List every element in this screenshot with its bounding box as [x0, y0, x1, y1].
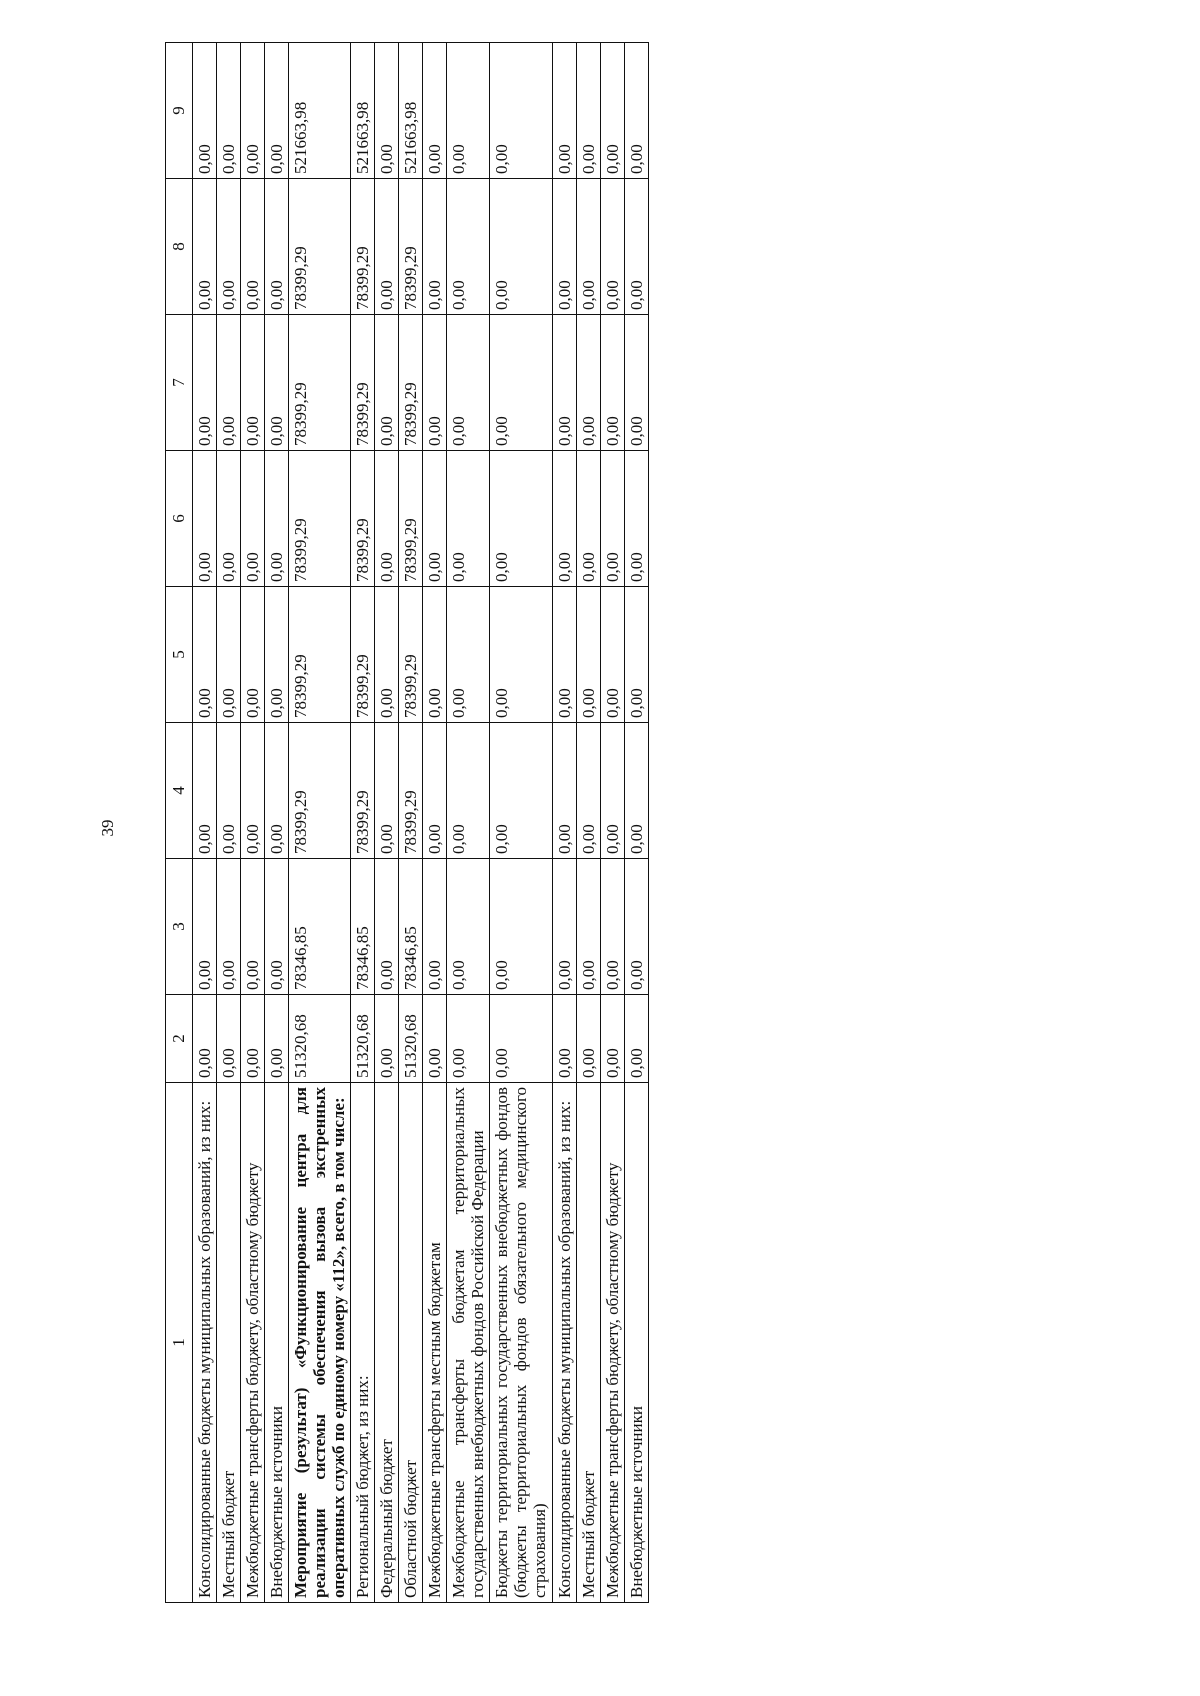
- table-cell-value: 0,00: [490, 995, 552, 1083]
- budget-table-container: [165, 43, 1005, 1603]
- table-cell-value: 78399,29: [351, 179, 375, 315]
- table-cell-value: 521663,98: [289, 43, 351, 179]
- table-cell-value: 0,00: [375, 451, 399, 587]
- table-cell-value: 0,00: [375, 995, 399, 1083]
- table-cell-value: 521663,98: [351, 43, 375, 179]
- table-cell-value: 0,00: [423, 315, 447, 451]
- column-header-9: 9: [166, 43, 193, 179]
- table-cell-value: 0,00: [265, 587, 289, 723]
- table-cell-value: 0,00: [576, 179, 600, 315]
- table-row: [241, 43, 265, 1603]
- column-header-6: 6: [166, 451, 193, 587]
- table-cell-value: 51320,68: [399, 995, 423, 1083]
- table-cell-value: 0,00: [447, 995, 490, 1083]
- table-cell-value: 78399,29: [289, 315, 351, 451]
- table-cell-value: 0,00: [490, 723, 552, 859]
- row-label: Консолидированные бюджеты муниципальных образований, из них:: [193, 1083, 217, 1603]
- table-row: [265, 43, 289, 1603]
- table-cell-value: 0,00: [576, 43, 600, 179]
- column-header-4: 4: [166, 723, 193, 859]
- table-row: [552, 43, 576, 1603]
- row-label: Внебюджетные источники: [265, 1083, 289, 1603]
- table-cell-value: 0,00: [447, 43, 490, 179]
- table-cell-value: 0,00: [624, 451, 648, 587]
- table-cell-value: 0,00: [423, 179, 447, 315]
- table-cell-value: 0,00: [624, 859, 648, 995]
- row-label: Консолидированные бюджеты муниципальных образований, из них:: [552, 1083, 576, 1603]
- table-cell-value: 51320,68: [351, 995, 375, 1083]
- column-header-5: 5: [166, 587, 193, 723]
- table-cell-value: 51320,68: [289, 995, 351, 1083]
- table-cell-value: 0,00: [423, 723, 447, 859]
- table-cell-value: 0,00: [217, 995, 241, 1083]
- row-label: Межбюджетные трансферты местным бюджетам: [423, 1083, 447, 1603]
- table-cell-value: 0,00: [600, 43, 624, 179]
- table-cell-value: 0,00: [600, 587, 624, 723]
- row-label: Внебюджетные источники: [624, 1083, 648, 1603]
- table-cell-value: 0,00: [447, 723, 490, 859]
- table-cell-value: 0,00: [241, 859, 265, 995]
- rotated-page-region: [165, 43, 1005, 1603]
- column-header-3: 3: [166, 859, 193, 995]
- table-cell-value: 0,00: [241, 995, 265, 1083]
- table-cell-value: 0,00: [241, 451, 265, 587]
- table-cell-value: 78399,29: [351, 723, 375, 859]
- row-label: Межбюджетные трансферты бюджету, областному бюджету: [241, 1083, 265, 1603]
- table-cell-value: 0,00: [423, 43, 447, 179]
- table-cell-value: 0,00: [624, 995, 648, 1083]
- table-cell-value: 0,00: [241, 43, 265, 179]
- table-cell-value: 0,00: [624, 43, 648, 179]
- table-row: [624, 43, 648, 1603]
- table-cell-value: 0,00: [447, 587, 490, 723]
- table-cell-value: 0,00: [447, 859, 490, 995]
- table-row: [217, 43, 241, 1603]
- column-header-2: 2: [166, 995, 193, 1083]
- table-cell-value: 78399,29: [399, 587, 423, 723]
- table-cell-value: 78399,29: [399, 723, 423, 859]
- table-cell-value: 0,00: [490, 179, 552, 315]
- table-cell-value: 0,00: [624, 315, 648, 451]
- table-cell-value: 0,00: [423, 587, 447, 723]
- table-cell-value: 0,00: [576, 859, 600, 995]
- page-number: 39: [98, 819, 117, 837]
- column-header-1: 1: [166, 1083, 193, 1603]
- table-body: [193, 43, 649, 1603]
- table-cell-value: 0,00: [600, 179, 624, 315]
- table-cell-value: 0,00: [375, 587, 399, 723]
- table-cell-value: 0,00: [193, 723, 217, 859]
- table-cell-value: 0,00: [423, 995, 447, 1083]
- table-cell-value: 0,00: [600, 451, 624, 587]
- table-cell-value: 0,00: [447, 179, 490, 315]
- table-cell-value: 78399,29: [289, 179, 351, 315]
- table-header-row: [166, 43, 193, 1603]
- table-cell-value: 0,00: [624, 723, 648, 859]
- table-row: [289, 43, 351, 1603]
- row-label: Межбюджетные трансферты бюджетам территориальных государственных внебюджетных фондов Российской Федерации: [447, 1083, 490, 1603]
- table-cell-value: 0,00: [241, 315, 265, 451]
- table-cell-value: 78346,85: [351, 859, 375, 995]
- table-cell-value: 0,00: [193, 587, 217, 723]
- table-cell-value: 0,00: [265, 723, 289, 859]
- table-cell-value: 0,00: [576, 451, 600, 587]
- column-header-7: 7: [166, 315, 193, 451]
- table-cell-value: 0,00: [375, 859, 399, 995]
- table-cell-value: 0,00: [217, 451, 241, 587]
- table-cell-value: 0,00: [265, 179, 289, 315]
- table-cell-value: 0,00: [552, 451, 576, 587]
- table-cell-value: 78399,29: [289, 587, 351, 723]
- table-cell-value: 78399,29: [351, 315, 375, 451]
- table-cell-value: 0,00: [375, 315, 399, 451]
- row-label: Областной бюджет: [399, 1083, 423, 1603]
- table-cell-value: 0,00: [490, 587, 552, 723]
- table-cell-value: 78399,29: [351, 587, 375, 723]
- table-cell-value: 0,00: [375, 723, 399, 859]
- table-cell-value: 0,00: [576, 315, 600, 451]
- table-cell-value: 0,00: [241, 587, 265, 723]
- table-row: [490, 43, 552, 1603]
- table-cell-value: 0,00: [193, 315, 217, 451]
- table-row: [423, 43, 447, 1603]
- table-cell-value: 0,00: [576, 995, 600, 1083]
- table-cell-value: 0,00: [265, 43, 289, 179]
- table-row: [193, 43, 217, 1603]
- table-cell-value: 0,00: [265, 859, 289, 995]
- row-label: Федеральный бюджет: [375, 1083, 399, 1603]
- row-label: Межбюджетные трансферты бюджету, областному бюджету: [600, 1083, 624, 1603]
- table-cell-value: 0,00: [193, 451, 217, 587]
- table-cell-value: 78399,29: [351, 451, 375, 587]
- table-cell-value: 0,00: [265, 451, 289, 587]
- row-label: Местный бюджет: [576, 1083, 600, 1603]
- table-cell-value: 0,00: [447, 451, 490, 587]
- table-cell-value: 0,00: [423, 451, 447, 587]
- table-cell-value: 0,00: [423, 859, 447, 995]
- table-row: [399, 43, 423, 1603]
- table-cell-value: 0,00: [490, 859, 552, 995]
- table-cell-value: 0,00: [193, 859, 217, 995]
- table-cell-value: 0,00: [576, 587, 600, 723]
- table-cell-value: 0,00: [552, 315, 576, 451]
- table-cell-value: 0,00: [241, 179, 265, 315]
- table-cell-value: 0,00: [193, 179, 217, 315]
- table-cell-value: 0,00: [241, 723, 265, 859]
- table-cell-value: 0,00: [265, 995, 289, 1083]
- row-label: Региональный бюджет, из них:: [351, 1083, 375, 1603]
- table-row: [351, 43, 375, 1603]
- table-cell-value: 0,00: [552, 179, 576, 315]
- table-cell-value: 78399,29: [399, 315, 423, 451]
- table-cell-value: 0,00: [217, 859, 241, 995]
- table-cell-value: 0,00: [552, 587, 576, 723]
- budget-table: [165, 42, 649, 1603]
- table-cell-value: 78399,29: [399, 451, 423, 587]
- table-cell-value: 0,00: [600, 995, 624, 1083]
- table-cell-value: 78346,85: [289, 859, 351, 995]
- table-cell-value: 0,00: [193, 995, 217, 1083]
- table-cell-value: 0,00: [375, 43, 399, 179]
- table-row: [576, 43, 600, 1603]
- table-cell-value: 0,00: [193, 43, 217, 179]
- table-cell-value: 0,00: [265, 315, 289, 451]
- table-cell-value: 0,00: [552, 43, 576, 179]
- table-cell-value: 0,00: [490, 315, 552, 451]
- table-cell-value: 0,00: [552, 723, 576, 859]
- table-cell-value: 0,00: [600, 723, 624, 859]
- table-cell-value: 0,00: [217, 587, 241, 723]
- column-header-8: 8: [166, 179, 193, 315]
- row-label: Бюджеты территориальных государственных внебюджетных фондов (бюджеты территориальных фондов обязательного медицинского страхования): [490, 1083, 552, 1603]
- table-cell-value: 0,00: [624, 587, 648, 723]
- table-cell-value: 0,00: [552, 859, 576, 995]
- table-cell-value: 78346,85: [399, 859, 423, 995]
- table-cell-value: 0,00: [576, 723, 600, 859]
- row-label: Местный бюджет: [217, 1083, 241, 1603]
- table-cell-value: 0,00: [552, 995, 576, 1083]
- table-cell-value: 0,00: [447, 315, 490, 451]
- row-label: Мероприятие (результат) «Функционирование центра для реализации системы обеспечения вызова экстренных оперативных служб по единому номеру «112», всего, в том числе:: [289, 1083, 351, 1603]
- table-cell-value: 0,00: [490, 451, 552, 587]
- table-row: [600, 43, 624, 1603]
- table-cell-value: 78399,29: [289, 451, 351, 587]
- table-cell-value: 0,00: [217, 43, 241, 179]
- table-cell-value: 0,00: [217, 179, 241, 315]
- table-cell-value: 0,00: [600, 315, 624, 451]
- table-cell-value: 0,00: [600, 859, 624, 995]
- table-cell-value: 521663,98: [399, 43, 423, 179]
- table-cell-value: 78399,29: [289, 723, 351, 859]
- table-row: [375, 43, 399, 1603]
- table-row: [447, 43, 490, 1603]
- table-cell-value: 0,00: [624, 179, 648, 315]
- table-cell-value: 0,00: [217, 315, 241, 451]
- table-cell-value: 78399,29: [399, 179, 423, 315]
- table-cell-value: 0,00: [490, 43, 552, 179]
- table-cell-value: 0,00: [217, 723, 241, 859]
- table-cell-value: 0,00: [375, 179, 399, 315]
